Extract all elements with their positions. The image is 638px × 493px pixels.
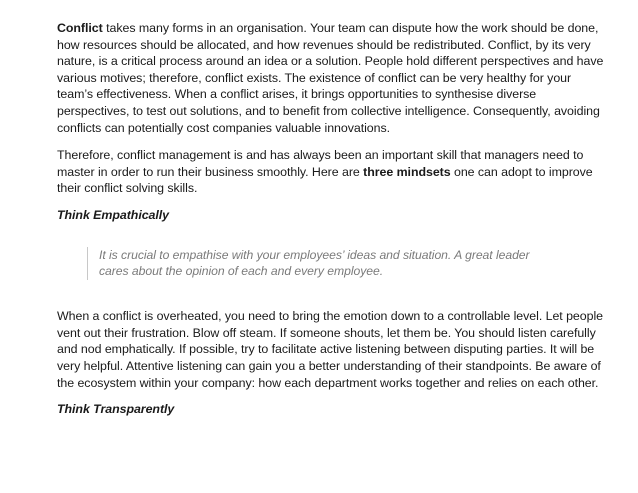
intro-text: takes many forms in an organisation. Your team can dispute how the work should be done, how resources should be allocated, and how revenues should be redistributed. Conflict, by its very nature, is a critical process around an idea or a solution. People hold different perspectives and have various motives; therefore, conflict exists. The existence of conflict can be very healthy for your team’s effectiveness. When a conflict arises, it brings opportunities to synthesise diverse perspectives, to test out solutions, and to benefit from collective intelligence. Consequently, avoiding conflicts can potentially cost companies valuable innovations. [57, 21, 604, 135]
conflict-term: Conflict [57, 21, 103, 35]
management-paragraph [57, 147, 605, 197]
management-text-before: Therefore, conflict management is and has always been an important skill that managers need to master in order to run their business smoothly. Here are [57, 148, 584, 179]
heading-think-empathically: Think Empathically [57, 207, 170, 222]
overheated-paragraph: When a conflict is overheated, you need to bring the emotion down to a controllable level. Let people vent out their frustration. Blow off steam. If someone shouts, let them be. You should listen carefully and nod emphatically. If possible, try to facilitate active listening between disputing parties. It will be very helpful. Attentive listening can gain you a better understanding of their standpoints. Be aware of the ecosystem within your company: how each department works together and relies on each other. [57, 309, 603, 390]
heading-think-transparently: Think Transparently [57, 402, 175, 417]
blockquote [87, 247, 559, 281]
management-text-after: one can adopt to improve their conflict solving skills. [57, 164, 593, 196]
document-body [57, 20, 605, 418]
three-mindsets-term: three mindsets [363, 164, 451, 179]
intro-paragraph [57, 20, 605, 136]
quote-text: It is crucial to empathise with your employees’ ideas and situation. A great leader cares about the opinion of each and every employee. [99, 247, 530, 279]
